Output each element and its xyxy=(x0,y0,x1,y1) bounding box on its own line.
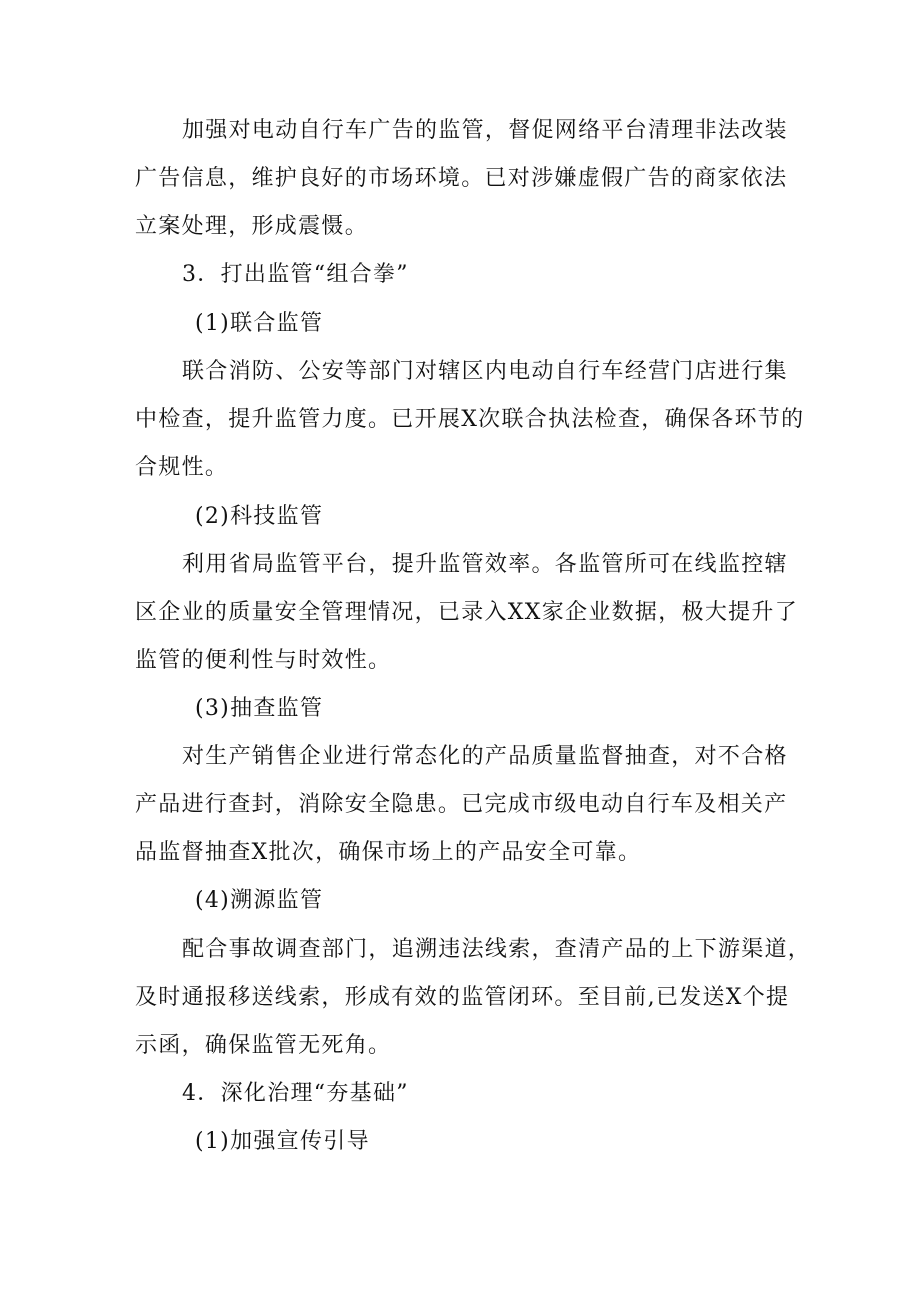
subsection-heading: (3)抽查监管 xyxy=(195,696,324,721)
body-text-line: 利用省局监管平台，提升监管效率。各监管所可在线监控辖 xyxy=(182,552,788,577)
body-text-line: 示函，确保监管无死角。 xyxy=(135,1033,392,1058)
body-text-line: 区企业的质量安全管理情况，已录入XX家企业数据，极大提升了 xyxy=(135,600,799,625)
body-text-line: 合规性。 xyxy=(135,455,229,480)
section-heading: 3．打出监管“组合拳” xyxy=(182,262,409,287)
body-text-line: 广告信息，维护良好的市场环境。已对涉嫌虚假广告的商家依法 xyxy=(135,166,788,191)
body-text-line: 配合事故调查部门，追溯违法线索，查清产品的上下游渠道， xyxy=(182,937,812,962)
body-text-line: 中检查，提升监管力度。已开展X次联合执法检查，确保各环节的 xyxy=(135,407,805,432)
body-text-line: 产品进行查封，消除安全隐患。已完成市级电动自行车及相关产 xyxy=(135,792,788,817)
body-text-line: 立案处理，形成震慑。 xyxy=(135,214,369,239)
body-text-line: 监管的便利性与时效性。 xyxy=(135,648,392,673)
body-text-line: 加强对电动自行车广告的监管，督促网络平台清理非法改装 xyxy=(182,118,788,143)
subsection-heading: (2)科技监管 xyxy=(195,504,324,529)
body-text-line: 对生产销售企业进行常态化的产品质量监督抽查，对不合格 xyxy=(182,744,788,769)
section-heading: 4．深化治理“夯基础” xyxy=(182,1081,409,1106)
body-text-line: 品监督抽查X批次，确保市场上的产品安全可靠。 xyxy=(135,840,642,865)
subsection-heading: (1)加强宣传引导 xyxy=(195,1129,370,1154)
subsection-heading: (1)联合监管 xyxy=(195,311,324,336)
subsection-heading: (4)溯源监管 xyxy=(195,888,324,913)
body-text-line: 及时通报移送线索，形成有效的监管闭环。至目前,已发送X个提 xyxy=(135,985,790,1010)
body-text-line: 联合消防、公安等部门对辖区内电动自行车经营门店进行集 xyxy=(182,359,788,384)
